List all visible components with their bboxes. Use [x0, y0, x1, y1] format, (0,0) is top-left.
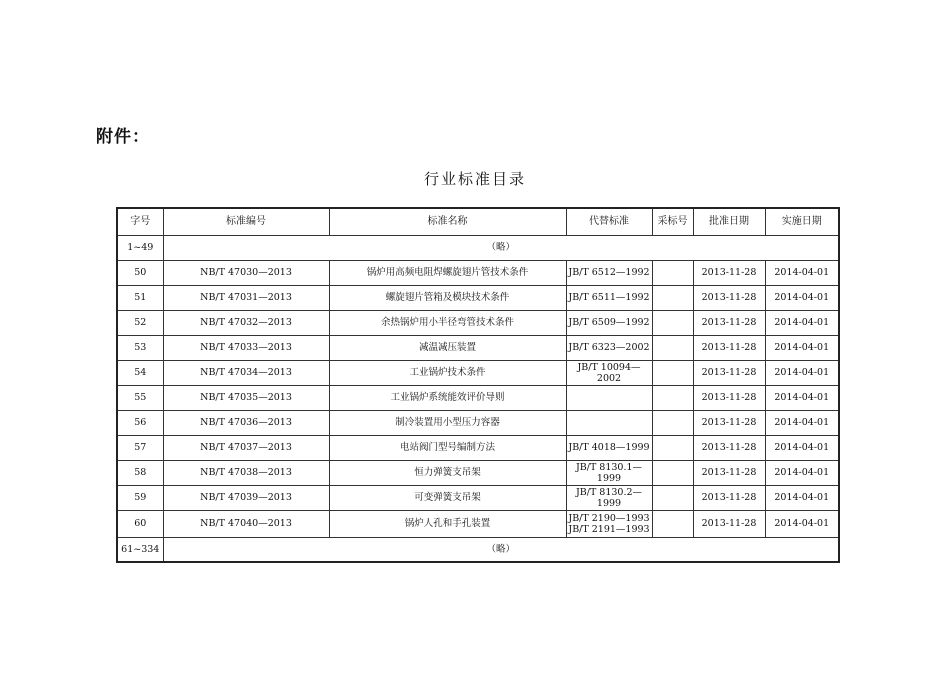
cell-name: 工业锅炉系统能效评价导则 [329, 385, 566, 410]
standards-table [116, 207, 840, 563]
cell-no: 52 [117, 310, 163, 335]
header-replaces: 代替标准 [566, 208, 652, 235]
cell-replaces [566, 385, 652, 410]
table-row [117, 410, 839, 435]
cell-name: 减温减压装置 [329, 335, 566, 360]
cell-replaces [566, 510, 652, 537]
cell-code: NB/T 47030—2013 [163, 260, 329, 285]
cell-name: 余热锅炉用小半径弯管技术条件 [329, 310, 566, 335]
cell-name: 恒力弹簧支吊架 [329, 460, 566, 485]
cell-replaces: JB/T 6509—1992 [566, 310, 652, 335]
cell-effective: 2014-04-01 [765, 335, 839, 360]
cell-adopted [652, 410, 693, 435]
cell-adopted [652, 510, 693, 537]
cell-adopted [652, 435, 693, 460]
cell-replaces: JB/T 10094—2002 [566, 360, 652, 385]
table-row [117, 385, 839, 410]
omitted-range: 61~334 [117, 537, 163, 562]
header-no: 字号 [117, 208, 163, 235]
omitted-row-top [117, 235, 839, 260]
table-row [117, 285, 839, 310]
cell-replaces: JB/T 8130.1—1999 [566, 460, 652, 485]
cell-effective: 2014-04-01 [765, 360, 839, 385]
cell-replaces [566, 410, 652, 435]
table-row [117, 260, 839, 285]
table-row [117, 310, 839, 335]
cell-no: 55 [117, 385, 163, 410]
header-code: 标准编号 [163, 208, 329, 235]
cell-replaces-line1: JB/T 2190—1993 [568, 512, 650, 524]
cell-adopted [652, 310, 693, 335]
cell-name: 电站阀门型号编制方法 [329, 435, 566, 460]
cell-approved: 2013-11-28 [693, 460, 765, 485]
cell-code: NB/T 47039—2013 [163, 485, 329, 510]
cell-name: 锅炉用高频电阻焊螺旋翅片管技术条件 [329, 260, 566, 285]
cell-replaces-line2: JB/T 2191—1993 [568, 523, 650, 535]
omitted-range: 1~49 [117, 235, 163, 260]
cell-approved: 2013-11-28 [693, 360, 765, 385]
cell-effective: 2014-04-01 [765, 435, 839, 460]
cell-effective: 2014-04-01 [765, 510, 839, 537]
cell-code: NB/T 47036—2013 [163, 410, 329, 435]
cell-code: NB/T 47031—2013 [163, 285, 329, 310]
cell-name: 可变弹簧支吊架 [329, 485, 566, 510]
table-row [117, 435, 839, 460]
cell-name: 锅炉人孔和手孔装置 [329, 510, 566, 537]
cell-approved: 2013-11-28 [693, 435, 765, 460]
document-title: 行业标准目录 [423, 170, 526, 188]
cell-name: 工业锅炉技术条件 [329, 360, 566, 385]
table-row [117, 485, 839, 510]
cell-adopted [652, 285, 693, 310]
cell-replaces: JB/T 4018—1999 [566, 435, 652, 460]
cell-approved: 2013-11-28 [693, 285, 765, 310]
cell-effective: 2014-04-01 [765, 260, 839, 285]
omitted-note: （略） [163, 537, 839, 562]
cell-approved: 2013-11-28 [693, 410, 765, 435]
cell-effective: 2014-04-01 [765, 285, 839, 310]
cell-effective: 2014-04-01 [765, 460, 839, 485]
cell-code: NB/T 47037—2013 [163, 435, 329, 460]
cell-name: 制冷装置用小型压力容器 [329, 410, 566, 435]
cell-replaces: JB/T 6323—2002 [566, 335, 652, 360]
table-row [117, 335, 839, 360]
cell-no: 56 [117, 410, 163, 435]
cell-replaces: JB/T 6511—1992 [566, 285, 652, 310]
cell-code: NB/T 47035—2013 [163, 385, 329, 410]
header-adopted: 采标号 [652, 208, 693, 235]
header-approved: 批准日期 [693, 208, 765, 235]
omitted-row-bottom [117, 537, 839, 562]
cell-effective: 2014-04-01 [765, 410, 839, 435]
cell-effective: 2014-04-01 [765, 310, 839, 335]
cell-no: 53 [117, 335, 163, 360]
cell-approved: 2013-11-28 [693, 510, 765, 537]
cell-name: 螺旋翅片管箱及模块技术条件 [329, 285, 566, 310]
cell-approved: 2013-11-28 [693, 260, 765, 285]
header-name: 标准名称 [329, 208, 566, 235]
table-row [117, 360, 839, 385]
cell-no: 60 [117, 510, 163, 537]
cell-code: NB/T 47038—2013 [163, 460, 329, 485]
cell-no: 59 [117, 485, 163, 510]
table-row [117, 460, 839, 485]
cell-approved: 2013-11-28 [693, 310, 765, 335]
cell-code: NB/T 47033—2013 [163, 335, 329, 360]
cell-adopted [652, 260, 693, 285]
cell-replaces: JB/T 6512—1992 [566, 260, 652, 285]
cell-approved: 2013-11-28 [693, 335, 765, 360]
cell-adopted [652, 485, 693, 510]
cell-code: NB/T 47034—2013 [163, 360, 329, 385]
table-header-row [117, 208, 839, 235]
cell-no: 51 [117, 285, 163, 310]
cell-replaces: JB/T 8130.2—1999 [566, 485, 652, 510]
cell-approved: 2013-11-28 [693, 485, 765, 510]
omitted-note: （略） [163, 235, 839, 260]
cell-no: 58 [117, 460, 163, 485]
cell-no: 57 [117, 435, 163, 460]
cell-effective: 2014-04-01 [765, 485, 839, 510]
header-effective: 实施日期 [765, 208, 839, 235]
cell-effective: 2014-04-01 [765, 385, 839, 410]
cell-code: NB/T 47040—2013 [163, 510, 329, 537]
cell-no: 50 [117, 260, 163, 285]
cell-adopted [652, 360, 693, 385]
attachment-label: 附件： [96, 127, 150, 147]
cell-no: 54 [117, 360, 163, 385]
cell-code: NB/T 47032—2013 [163, 310, 329, 335]
table-row [117, 510, 839, 537]
cell-adopted [652, 385, 693, 410]
cell-adopted [652, 460, 693, 485]
cell-approved: 2013-11-28 [693, 385, 765, 410]
cell-adopted [652, 335, 693, 360]
